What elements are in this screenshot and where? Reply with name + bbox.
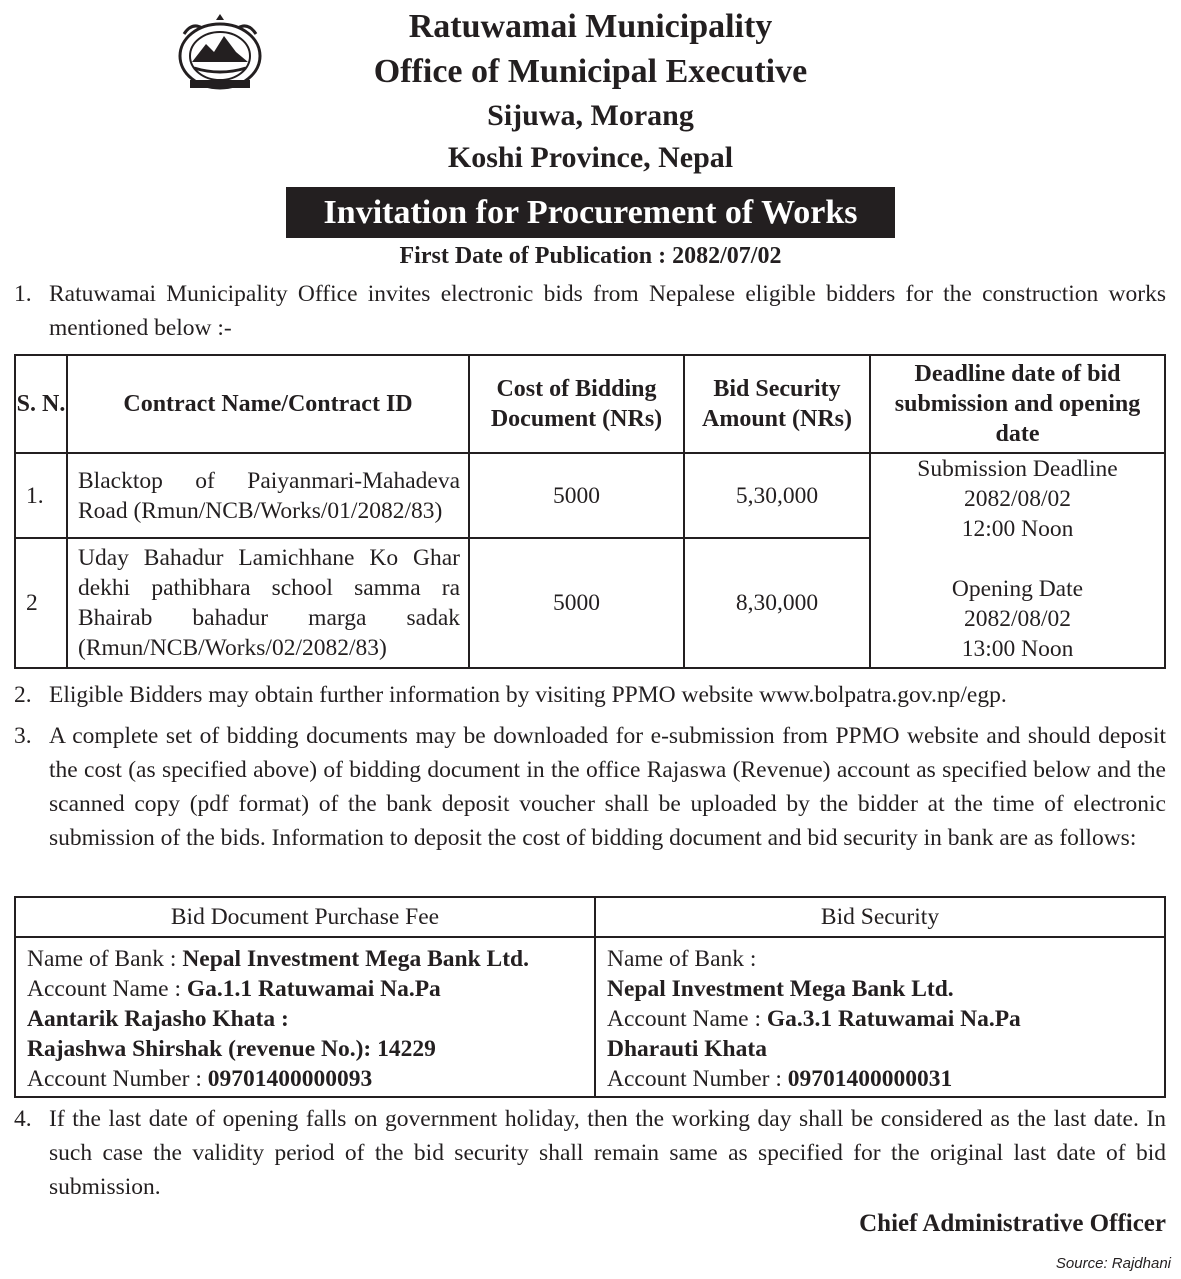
office-name: Office of Municipal Executive (373, 53, 808, 90)
point-4-text: If the last date of opening falls on government holiday, then the working day shall be considered as the last date. In such case the validity period of the bid security shall remain same as specified for the original last date of bid submission. (49, 1106, 1166, 1200)
point-4-number: 4. (14, 1106, 32, 1132)
fee-account-name-line (27, 974, 584, 1004)
bank-details-table (14, 896, 1166, 1098)
security-header: Bid Security (595, 897, 1165, 937)
fee-account-name-line2 (27, 1004, 584, 1034)
office-location: Sijuwa, Morang (487, 99, 694, 132)
fee-bank-line (27, 944, 584, 974)
security-account-name-label: Account Name : (607, 1006, 762, 1032)
security-account-name-line2 (607, 1034, 1154, 1064)
deadline-spacer (871, 544, 1164, 574)
opening-date: 2082/08/02 (963, 606, 1072, 632)
fee-account-cell (15, 937, 595, 1097)
row-cost: 5000 (469, 538, 684, 668)
fee-account-number-label: Account Number : (27, 1066, 202, 1092)
fee-header: Bid Document Purchase Fee (15, 897, 595, 937)
bank-header-row (15, 897, 1165, 937)
header-cost: Cost of Bidding Document (NRs) (469, 355, 684, 453)
publication-date: First Date of Publication : 2082/07/02 (399, 243, 782, 269)
bank-details-row (15, 937, 1165, 1097)
opening-label: Opening Date (951, 576, 1084, 602)
security-bank-label: Name of Bank : (607, 946, 757, 972)
fee-bank-value: Nepal Investment Mega Bank Ltd. (182, 946, 529, 972)
point-4 (14, 1102, 1166, 1204)
row-contract-name: Blacktop of Paiyanmari-Mahadeva Road (Rmun/NCB/Works/01/2082/83) (67, 453, 469, 538)
municipality-name: Ratuwamai Municipality (408, 8, 773, 45)
office-province: Koshi Province, Nepal (447, 141, 734, 174)
point-3-number: 3. (14, 723, 32, 749)
security-account-name-line2-text: Dharauti Khata (607, 1036, 767, 1062)
row-sn: 2 (15, 538, 67, 668)
header-deadline: Deadline date of bid submission and opening date (870, 355, 1165, 453)
fee-account-name-line3 (27, 1034, 584, 1064)
point-3-text: A complete set of bidding documents may be downloaded for e-submission from PPMO website and should deposit the cost (as specified above) of bidding document in the office Rajaswa (Revenue) account as specified below and the scanned copy (pdf format) of the bank deposit voucher shall be uploaded by the bidder at the time of electronic submission of the bids. Information to deposit the cost of bidding document and bid security in bank are as follows: (49, 723, 1166, 851)
security-account-number-value: 09701400000031 (787, 1066, 953, 1092)
security-bank-value-line (607, 974, 1154, 1004)
row-contract-name: Uday Bahadur Lamichhane Ko Ghar dekhi pathibhara school samma ra Bhairab bahadur marga sadak (Rmun/NCB/Works/02/2082/83) (67, 538, 469, 668)
row-security: 5,30,000 (684, 453, 870, 538)
submission-time: 12:00 Noon (961, 516, 1074, 542)
row-cost: 5000 (469, 453, 684, 538)
fee-account-number-line (27, 1064, 584, 1094)
security-bank-value: Nepal Investment Mega Bank Ltd. (607, 976, 954, 1002)
fee-account-number-value: 09701400000093 (207, 1066, 373, 1092)
works-table (14, 354, 1166, 669)
security-account-number-label: Account Number : (607, 1066, 782, 1092)
header-security: Bid Security Amount (NRs) (684, 355, 870, 453)
point-2-number: 2. (14, 682, 32, 708)
security-account-cell (595, 937, 1165, 1097)
point-2-text: Eligible Bidders may obtain further information by visiting PPMO website www.bolpatra.gov.np/egp. (49, 682, 1007, 708)
point-2 (14, 678, 1166, 712)
submission-date: 2082/08/02 (963, 486, 1072, 512)
intro-number: 1. (14, 281, 32, 307)
fee-account-name-value: Ga.1.1 Ratuwamai Na.Pa (186, 976, 441, 1002)
security-account-name-line (607, 1004, 1154, 1034)
intro-paragraph (14, 277, 1166, 345)
point-3 (14, 719, 1166, 855)
fee-account-name-line3-text: Rajashwa Shirshak (revenue No.): 14229 (27, 1036, 436, 1062)
header-sn: S. N. (15, 355, 67, 453)
fee-account-name-label: Account Name : (27, 976, 182, 1002)
header-contract-name: Contract Name/Contract ID (67, 355, 469, 453)
fee-bank-label: Name of Bank : (27, 946, 177, 972)
opening-time: 13:00 Noon (961, 636, 1074, 662)
row-sn: 1. (15, 453, 67, 538)
deadline-cell (870, 453, 1165, 668)
security-account-name-value: Ga.3.1 Ratuwamai Na.Pa (766, 1006, 1021, 1032)
fee-account-name-line2-text: Aantarik Rajasho Khata : (27, 1006, 289, 1032)
source-credit: Source: Rajdhani (1055, 1255, 1171, 1272)
security-account-number-line (607, 1064, 1154, 1094)
table-row (15, 453, 1165, 538)
row-security: 8,30,000 (684, 538, 870, 668)
signature: Chief Administrative Officer (859, 1210, 1166, 1237)
notice-title: Invitation for Procurement of Works (286, 187, 895, 238)
works-header-row (15, 355, 1165, 453)
intro-text: Ratuwamai Municipality Office invites electronic bids from Nepalese eligible bidders for the construction works mentioned below :- (49, 281, 1166, 341)
submission-label: Submission Deadline (917, 456, 1118, 482)
